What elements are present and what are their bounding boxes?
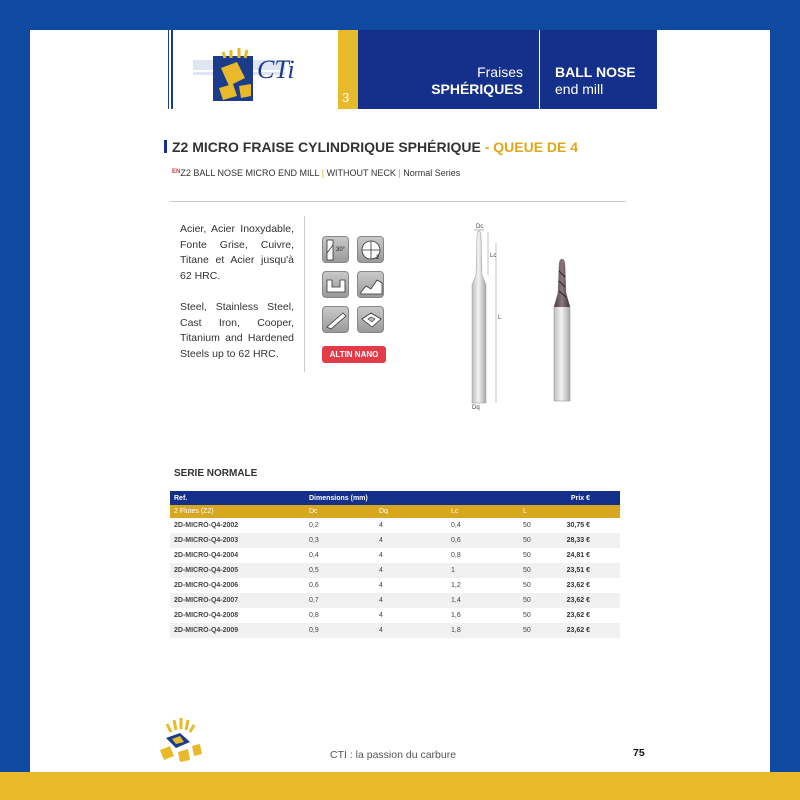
description-divider: [304, 216, 305, 372]
cell-dc: 0,8: [305, 608, 375, 623]
profiling-icon: [357, 271, 384, 298]
description-en: Steel, Stainless Steel, Cast Iron, Cooper, Titanium and Hardened Steels up to 62 HRC.: [180, 301, 294, 360]
product-title-accent: - QUEUE DE 4: [480, 139, 579, 155]
dim-lc-label: Lc: [490, 253, 497, 259]
section-number: 3: [342, 90, 350, 105]
dim-dc-label: Dc: [476, 224, 484, 230]
logo-rule-thick: [171, 30, 173, 109]
cell-price: 23,62 €: [559, 623, 620, 638]
cell-ref: 2D-MICRO-Q4-2007: [170, 593, 305, 608]
logo-text: CTi: [257, 55, 295, 84]
cell-dq: 4: [375, 578, 447, 593]
col-flutes-header: 2 Flutes (Z2): [170, 505, 305, 518]
cell-dq: 4: [375, 533, 447, 548]
title-rule: [170, 201, 626, 202]
product-subtitle: [172, 168, 460, 178]
cell-ref: 2D-MICRO-Q4-2006: [170, 578, 305, 593]
cell-lc: 0,6: [447, 533, 519, 548]
flutes-icon: [357, 236, 384, 263]
tool-photo-view: [554, 259, 570, 401]
cell-dc: 0,3: [305, 533, 375, 548]
cell-l: 50: [519, 593, 559, 608]
end-mill-drawing: [450, 215, 590, 405]
col-dimensions-header: Dimensions (mm): [305, 491, 559, 505]
table-row: [170, 623, 620, 638]
table-header-sub: [170, 505, 620, 518]
cell-l: 50: [519, 518, 559, 533]
description-fr: Acier, Acier Inoxydable, Fonte Grise, Cuivre, Titane et Acier jusqu'à 62 HRC.: [180, 223, 294, 282]
col-ref-header: Ref.: [170, 491, 305, 505]
subtitle-part2: WITHOUT NECK: [326, 168, 396, 178]
header-title-band: [358, 30, 657, 109]
cell-ref: 2D-MICRO-Q4-2005: [170, 563, 305, 578]
cell-price: 23,62 €: [559, 608, 620, 623]
footer-logo-icon: [156, 716, 204, 764]
subtitle-part1: Z2 BALL NOSE MICRO END MILL: [180, 168, 320, 178]
cell-l: 50: [519, 578, 559, 593]
col-l-header: L: [519, 505, 559, 518]
cell-price: 30,75 €: [559, 518, 620, 533]
cell-ref: 2D-MICRO-Q4-2002: [170, 518, 305, 533]
cell-ref: 2D-MICRO-Q4-2004: [170, 548, 305, 563]
header-en-line1: BALL NOSE: [555, 64, 636, 80]
cell-dq: 4: [375, 563, 447, 578]
cell-dc: 0,5: [305, 563, 375, 578]
cell-lc: 1,4: [447, 593, 519, 608]
table-header-main: [170, 491, 620, 505]
title-marker: [164, 140, 167, 153]
ramp-shape-icon: [323, 307, 350, 334]
footer-tagline: CTI : la passion du carbure: [330, 749, 457, 761]
cell-price: 28,33 €: [559, 533, 620, 548]
cell-lc: 1,6: [447, 608, 519, 623]
cti-logo-icon: [193, 38, 323, 108]
cell-dc: 0,2: [305, 518, 375, 533]
header-en-line2: end mill: [555, 81, 604, 97]
profile-shape-icon: [358, 272, 385, 299]
col-lc-header: Lc: [447, 505, 519, 518]
cell-lc: 1: [447, 563, 519, 578]
cell-l: 50: [519, 623, 559, 638]
bottom-gold-band: [0, 772, 800, 800]
col-dq-header: Dq: [375, 505, 447, 518]
table-row: [170, 593, 620, 608]
cell-l: 50: [519, 548, 559, 563]
header-french-title: [431, 64, 523, 98]
cell-price: 24,81 €: [559, 548, 620, 563]
cell-lc: 0,4: [447, 518, 519, 533]
col-price-sub: [559, 505, 620, 518]
cell-l: 50: [519, 608, 559, 623]
header-english-title: [555, 64, 636, 98]
slot-shape-icon: [323, 272, 350, 299]
cell-lc: 1,2: [447, 578, 519, 593]
cell-ref: 2D-MICRO-Q4-2003: [170, 533, 305, 548]
table-row: [170, 578, 620, 593]
cell-dq: 4: [375, 548, 447, 563]
cell-dq: 4: [375, 608, 447, 623]
coating-badge: ALTIN NANO: [322, 346, 386, 363]
cell-dc: 0,4: [305, 548, 375, 563]
cell-dq: 4: [375, 623, 447, 638]
table-row: [170, 563, 620, 578]
pocket-shape-icon: [358, 307, 385, 334]
dim-l-label: L: [498, 315, 502, 321]
header-divider: [539, 30, 540, 109]
product-title: [164, 139, 578, 155]
helix-angle-label: 30°: [336, 247, 346, 253]
product-title-main: Z2 MICRO FRAISE CYLINDRIQUE SPHÉRIQUE: [172, 139, 481, 155]
flute-shape-icon: [358, 237, 385, 264]
col-price-header: Prix €: [559, 491, 620, 505]
table-row: [170, 548, 620, 563]
section-number-tab: [338, 30, 358, 109]
subtitle-sep1: |: [319, 168, 327, 178]
lang-badge: EN: [172, 169, 181, 175]
cell-dq: 4: [375, 593, 447, 608]
subtitle-sep2: |: [395, 168, 404, 178]
cell-dc: 0,9: [305, 623, 375, 638]
header-logo-area: [163, 30, 343, 109]
cell-ref: 2D-MICRO-Q4-2009: [170, 623, 305, 638]
subtitle-part3: Normal Series: [403, 168, 461, 178]
catalog-page: [30, 30, 770, 772]
cell-price: 23,62 €: [559, 593, 620, 608]
cell-price: 23,62 €: [559, 578, 620, 593]
cell-ref: 2D-MICRO-Q4-2008: [170, 608, 305, 623]
table-row: [170, 608, 620, 623]
helix-angle-icon: [322, 236, 349, 263]
table-body: [170, 518, 620, 638]
pocketing-icon: [357, 306, 384, 333]
cell-lc: 1,8: [447, 623, 519, 638]
cell-price: 23,51 €: [559, 563, 620, 578]
cell-lc: 0,8: [447, 548, 519, 563]
flutes-label: 2: [376, 255, 380, 261]
cell-dc: 0,6: [305, 578, 375, 593]
pricing-table: [170, 491, 620, 638]
table-row: [170, 518, 620, 533]
header-fr-line1: Fraises: [477, 64, 523, 80]
cell-dc: 0,7: [305, 593, 375, 608]
header-fr-line2: SPHÉRIQUES: [431, 81, 523, 97]
logo-rule-thin: [168, 30, 169, 109]
table-row: [170, 533, 620, 548]
material-description: [180, 222, 294, 378]
cell-dq: 4: [375, 518, 447, 533]
ramping-icon: [322, 306, 349, 333]
slotting-icon: [322, 271, 349, 298]
col-dc-header: Dc: [305, 505, 375, 518]
cell-l: 50: [519, 533, 559, 548]
cell-l: 50: [519, 563, 559, 578]
page-number: 75: [633, 747, 645, 759]
table-section-title: SERIE NORMALE: [174, 468, 258, 479]
dim-dq-label: Dq: [472, 405, 480, 411]
